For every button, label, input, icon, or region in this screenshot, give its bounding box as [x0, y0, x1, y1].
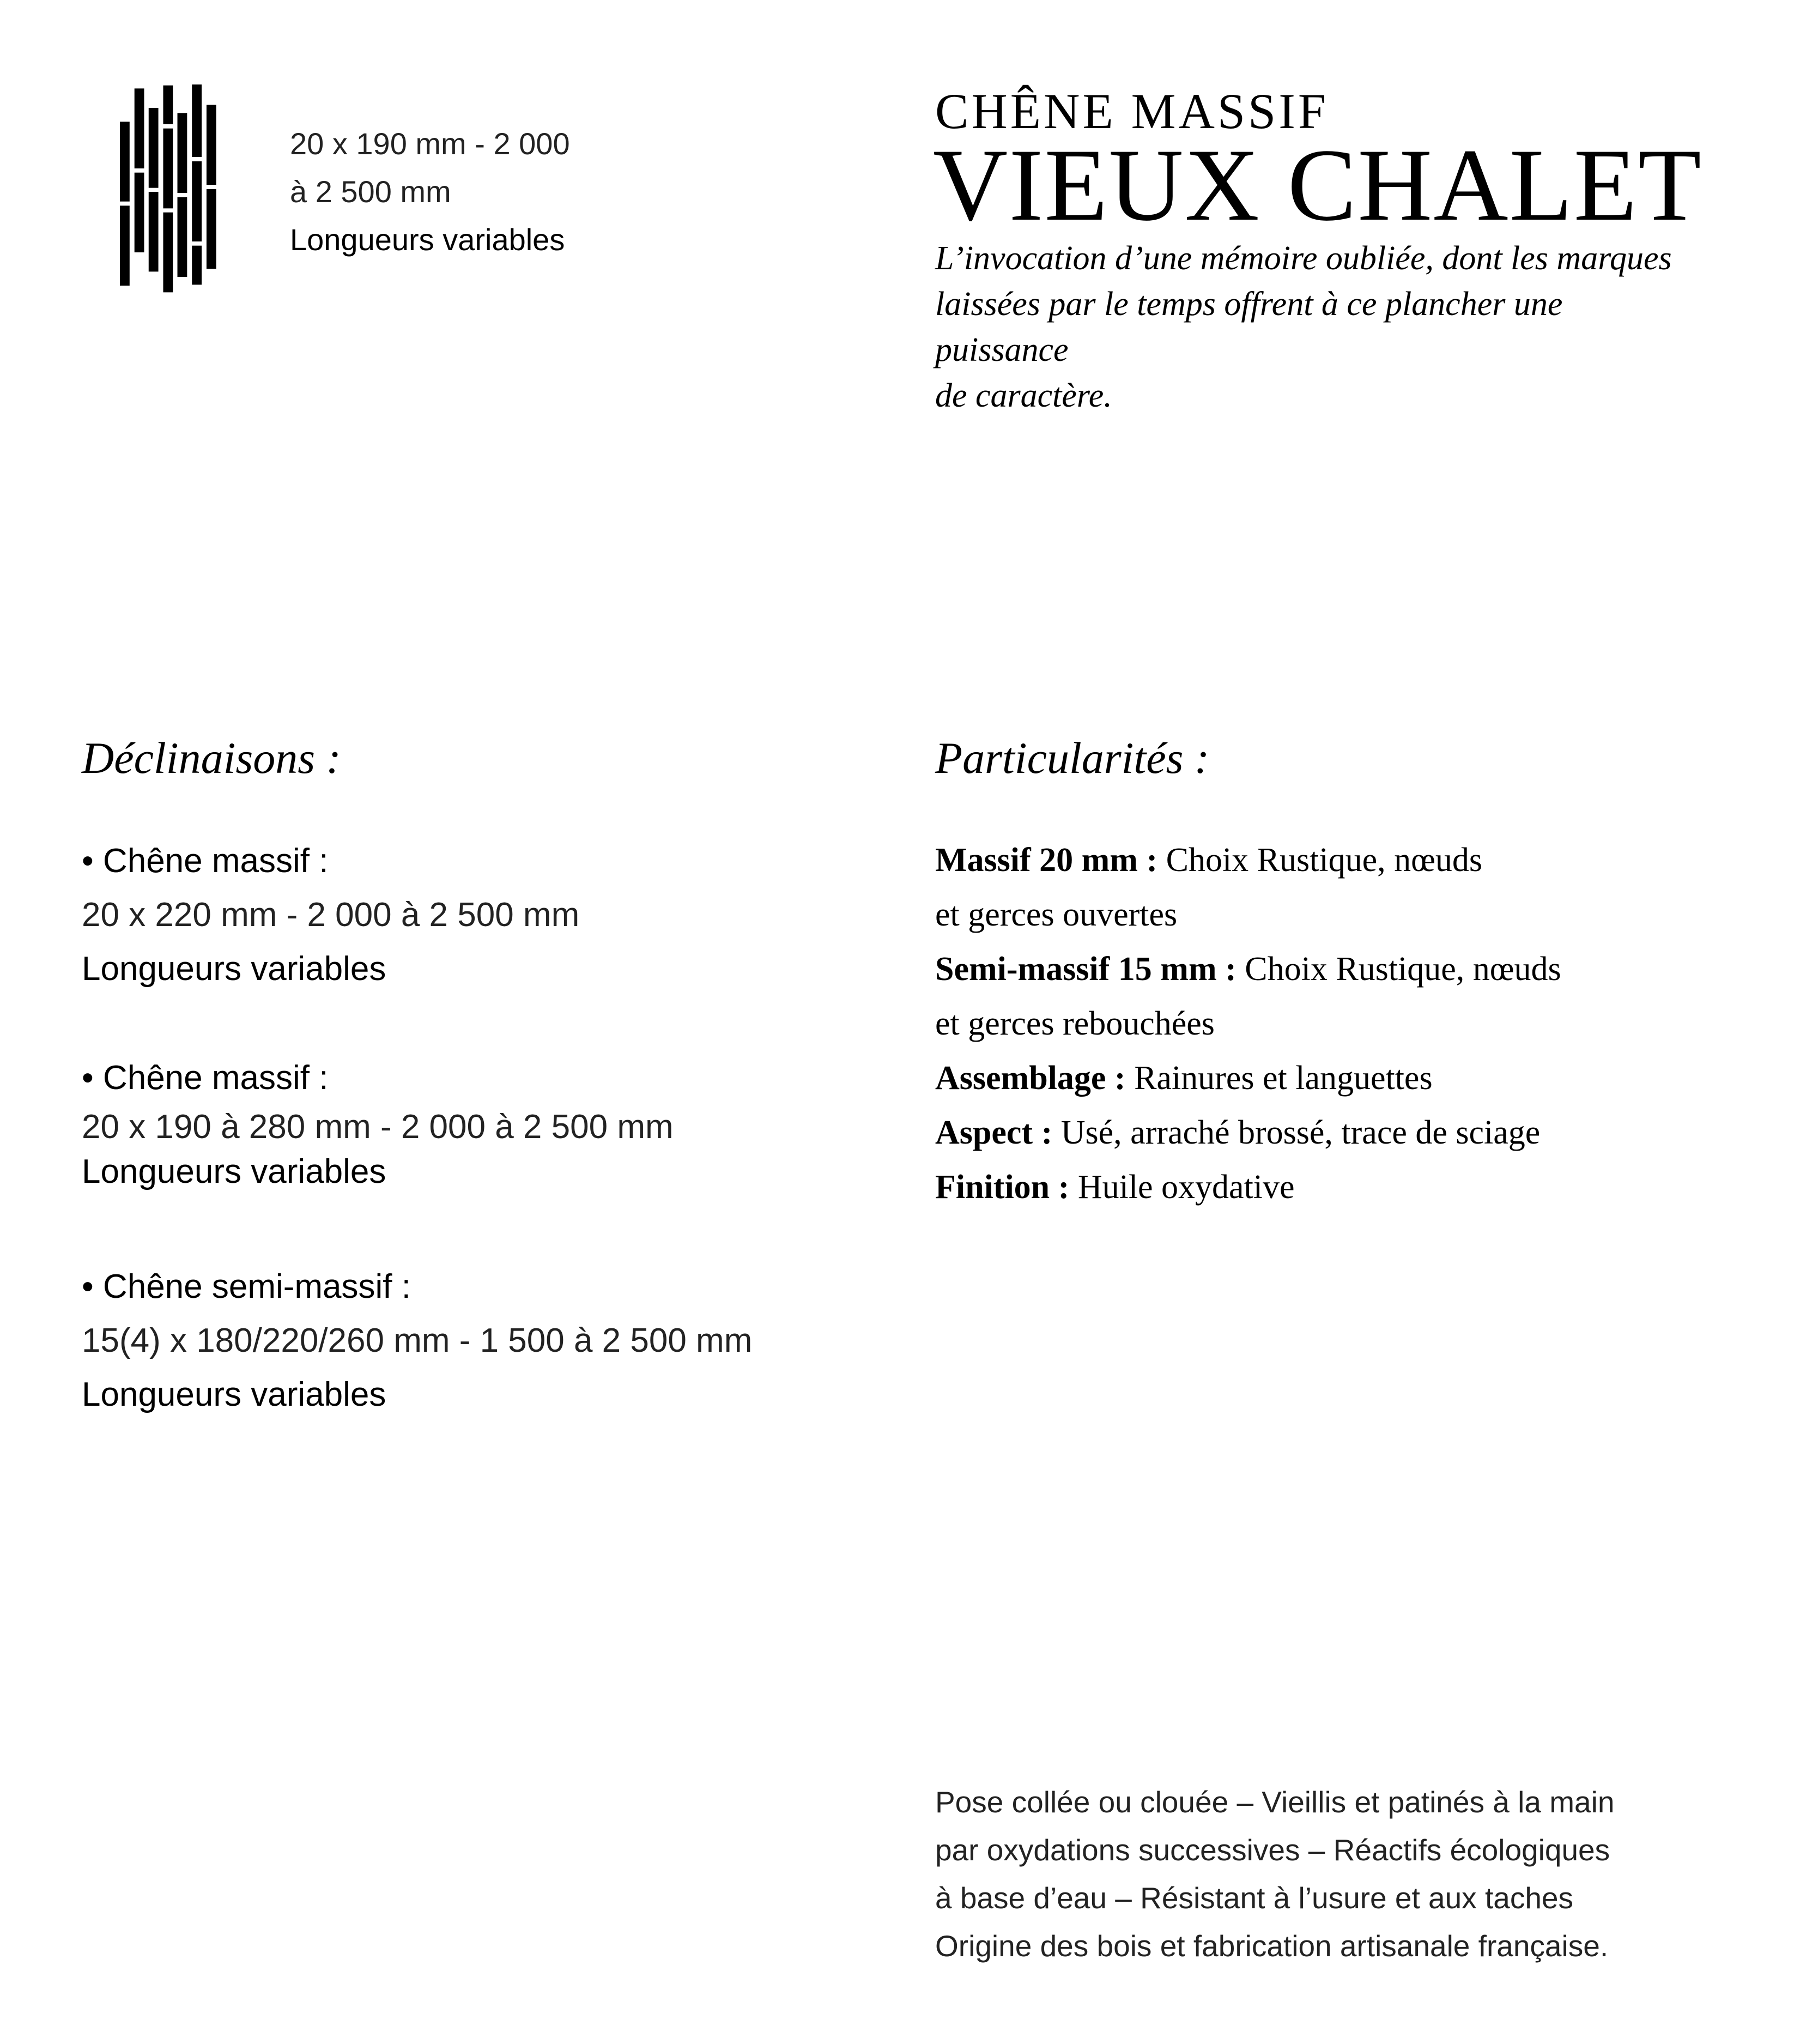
particularite-line	[935, 833, 1561, 887]
plank-shape	[163, 129, 173, 209]
particularite-text: Huile oxydative	[1069, 1169, 1295, 1206]
product-intro	[935, 235, 1698, 419]
plank-shape	[192, 246, 202, 285]
particularite-label: Assemblage :	[935, 1060, 1126, 1097]
plank-shape	[192, 161, 202, 241]
particularite-text: Choix Rustique, nœuds	[1157, 842, 1483, 879]
variant-lengths: Longueurs variables	[82, 1376, 386, 1413]
variant-dims: 20 x 190 à 280 mm - 2 000 à 2 500 mm	[82, 1108, 674, 1146]
variant-name: • Chêne massif :	[82, 1059, 329, 1097]
particularite-text: Rainures et languettes	[1125, 1060, 1433, 1097]
particularites-list	[935, 833, 1561, 1214]
particularite-label: Massif 20 mm :	[935, 842, 1158, 879]
plank-shape	[178, 113, 187, 193]
intro-line: de caractère.	[935, 377, 1112, 414]
particularite-line	[935, 996, 1561, 1051]
particularite-label: Finition :	[935, 1169, 1070, 1206]
declinaisons-heading: Déclinaisons :	[82, 733, 341, 783]
spec-dimensions: 20 x 190 mm - 2 000	[290, 126, 570, 161]
variant-lengths: Longueurs variables	[82, 1153, 386, 1190]
variant-lengths: Longueurs variables	[82, 950, 386, 988]
variant-item	[82, 1051, 752, 1194]
footer-line: à base d’eau – Résistant à l’usure et aux taches	[935, 1881, 1574, 1915]
variant-dims: 15(4) x 180/220/260 mm - 1 500 à 2 500 mm	[82, 1322, 753, 1359]
variant-item	[82, 1260, 752, 1422]
particularites-heading: Particularités :	[935, 733, 1210, 783]
plank-shape	[207, 189, 216, 269]
plank-shape	[120, 205, 130, 286]
header-spec	[290, 120, 570, 264]
spec-length-range: à 2 500 mm	[290, 174, 451, 209]
product-subtitle: CHÊNE MASSIF	[935, 83, 1329, 139]
particularite-text: Choix Rustique, nœuds	[1236, 951, 1561, 988]
plank-shape	[149, 192, 159, 271]
plank-shape	[120, 122, 130, 201]
spec-lengths-note: Longueurs variables	[290, 222, 565, 257]
product-title: VIEUX CHALET	[933, 128, 1702, 243]
variant-item	[82, 834, 752, 996]
footer-line: Pose collée ou clouée – Vieillis et patinés à la main	[935, 1785, 1615, 1819]
particularite-line	[935, 942, 1561, 996]
particularite-text: et gerces rebouchées	[935, 1005, 1215, 1042]
footer-notes	[935, 1778, 1614, 1970]
particularite-text: et gerces ouvertes	[935, 896, 1178, 933]
footer-line: par oxydations successives – Réactifs écologiques	[935, 1833, 1610, 1867]
intro-line: laissées par le temps offrent à ce plancher une puissance	[935, 286, 1563, 368]
particularite-text: Usé, arraché brossé, trace de sciage	[1052, 1114, 1541, 1151]
particularite-line	[935, 1051, 1561, 1105]
particularite-line	[935, 887, 1561, 942]
plank-shape	[178, 197, 187, 277]
intro-line: L’invocation d’une mémoire oubliée, dont les marques	[935, 240, 1672, 277]
particularite-label: Semi-massif 15 mm :	[935, 951, 1237, 988]
declinaisons-list	[82, 834, 752, 1422]
particularite-line	[935, 1105, 1561, 1160]
particularite-label: Aspect :	[935, 1114, 1053, 1151]
plank-shape	[135, 173, 144, 252]
variant-name: • Chêne massif :	[82, 842, 329, 880]
plank-shape	[135, 88, 144, 168]
variant-name: • Chêne semi-massif :	[82, 1268, 411, 1305]
plank-shape	[163, 213, 173, 293]
plank-shape	[207, 105, 216, 185]
particularite-line	[935, 1160, 1561, 1214]
parquet-planks-icon	[120, 84, 217, 293]
footer-line: Origine des bois et fabrication artisanale française.	[935, 1929, 1609, 1963]
plank-shape	[163, 86, 173, 124]
variant-dims: 20 x 220 mm - 2 000 à 2 500 mm	[82, 896, 580, 934]
plank-shape	[192, 84, 202, 157]
plank-shape	[149, 108, 159, 188]
